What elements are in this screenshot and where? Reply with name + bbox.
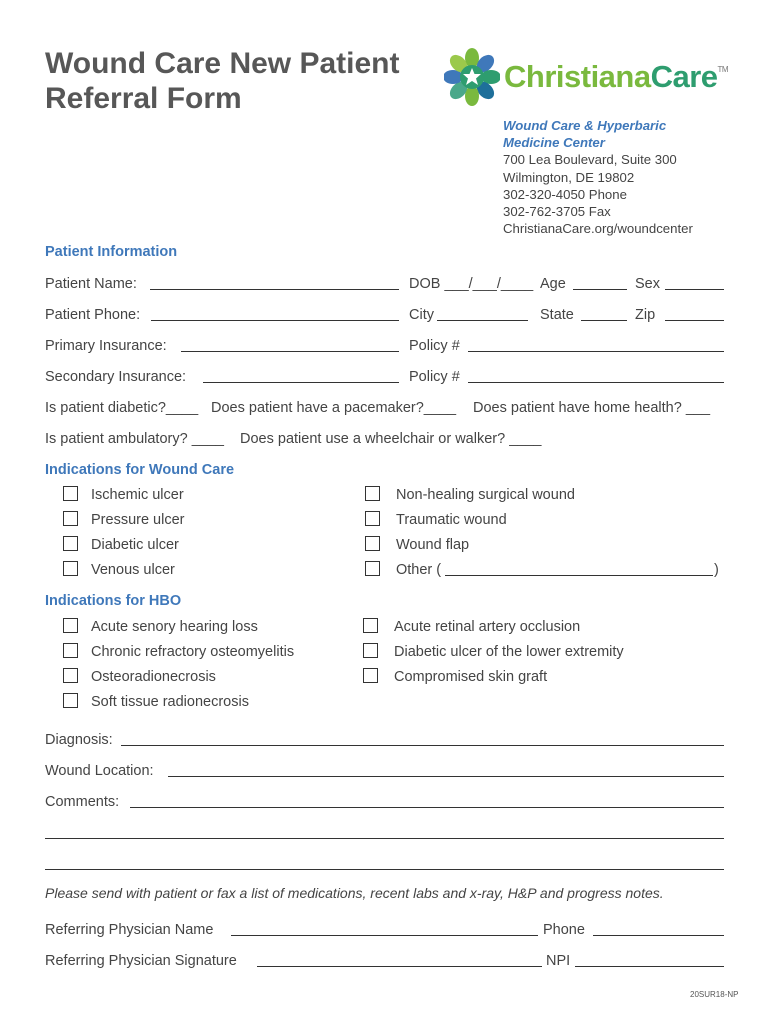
checkbox-compromised-skin-graft[interactable]: [363, 668, 378, 683]
diabetic-ulcer-lower-extremity-label: Diabetic ulcer of the lower extremity: [394, 644, 624, 660]
address-line1: 700 Lea Boulevard, Suite 300: [503, 152, 677, 168]
section-patient-information: Patient Information: [45, 244, 178, 260]
city-field[interactable]: [437, 320, 528, 321]
instructions-note: Please send with patient or fax a list of medications, recent labs and x-ray, H&P and progress notes.: [45, 885, 664, 901]
checkbox-osteoradionecrosis[interactable]: [63, 668, 78, 683]
wound-location-label: Wound Location:: [45, 763, 154, 779]
ambulatory-question[interactable]: Is patient ambulatory? ____: [45, 431, 224, 447]
org-name-line1: Wound Care & Hyperbaric: [503, 118, 667, 133]
policy-label-1: Policy #: [409, 338, 460, 354]
compromised-skin-graft-label: Compromised skin graft: [394, 669, 548, 685]
other-close-paren: ): [714, 562, 719, 578]
acute-hearing-loss-label: Acute senory hearing loss: [91, 619, 258, 635]
website: ChristianaCare.org/woundcenter: [503, 221, 693, 237]
other-label: Other (: [396, 562, 442, 578]
ischemic-ulcer-label: Ischemic ulcer: [91, 487, 184, 503]
checkbox-venous-ulcer[interactable]: [63, 561, 78, 576]
checkbox-wound-flap[interactable]: [365, 536, 380, 551]
referring-physician-name-label: Referring Physician Name: [45, 922, 214, 938]
diagnosis-field[interactable]: [121, 745, 724, 746]
non-healing-surgical-wound-label: Non-healing surgical wound: [396, 487, 575, 503]
retinal-artery-occlusion-label: Acute retinal artery occlusion: [394, 619, 581, 635]
wound-flap-label: Wound flap: [396, 537, 470, 553]
state-label: State: [540, 307, 574, 323]
policy-field-2[interactable]: [468, 382, 724, 383]
sex-field[interactable]: [665, 289, 724, 290]
comments-field-line3[interactable]: [45, 869, 724, 870]
pressure-ulcer-label: Pressure ulcer: [91, 512, 185, 528]
osteoradionecrosis-label: Osteoradionecrosis: [91, 669, 216, 685]
referring-phone-field[interactable]: [593, 935, 724, 936]
comments-field-line2[interactable]: [45, 838, 724, 839]
policy-field-1[interactable]: [468, 351, 724, 352]
age-field[interactable]: [573, 289, 627, 290]
wheelchair-question[interactable]: Does patient use a wheelchair or walker? ____: [240, 431, 542, 447]
traumatic-wound-label: Traumatic wound: [396, 512, 507, 528]
npi-label: NPI: [546, 953, 571, 969]
fax-number: 302-762-3705 Fax: [503, 204, 611, 220]
venous-ulcer-label: Venous ulcer: [91, 562, 175, 578]
osteomyelitis-label: Chronic refractory osteomyelitis: [91, 644, 295, 660]
zip-label: Zip: [635, 307, 656, 323]
state-field[interactable]: [581, 320, 627, 321]
checkbox-soft-tissue-radionecrosis[interactable]: [63, 693, 78, 708]
other-field[interactable]: [445, 575, 713, 576]
comments-label: Comments:: [45, 794, 120, 810]
checkbox-diabetic-ulcer[interactable]: [63, 536, 78, 551]
patient-name-label: Patient Name:: [45, 276, 137, 292]
checkbox-acute-hearing-loss[interactable]: [63, 618, 78, 633]
form-code: 20SUR18-NP: [690, 990, 739, 999]
wound-location-field[interactable]: [168, 776, 724, 777]
soft-tissue-radionecrosis-label: Soft tissue radionecrosis: [91, 694, 249, 710]
city-label: City: [409, 307, 434, 323]
checkbox-diabetic-ulcer-lower-extremity[interactable]: [363, 643, 378, 658]
home-health-question[interactable]: Does patient have home health? ___: [473, 400, 711, 416]
section-wound-care: Indications for Wound Care: [45, 462, 235, 478]
org-name-line2: Medicine Center: [503, 135, 605, 151]
checkbox-traumatic-wound[interactable]: [365, 511, 380, 526]
patient-phone-field[interactable]: [151, 320, 399, 321]
secondary-insurance-field[interactable]: [203, 382, 399, 383]
dob-label[interactable]: DOB ___/___/____: [409, 276, 534, 292]
referring-physician-signature-label: Referring Physician Signature: [45, 953, 237, 969]
diabetic-ulcer-label: Diabetic ulcer: [91, 537, 179, 553]
primary-insurance-label: Primary Insurance:: [45, 338, 167, 354]
primary-insurance-field[interactable]: [181, 351, 399, 352]
patient-phone-label: Patient Phone:: [45, 307, 141, 323]
referring-physician-name-field[interactable]: [231, 935, 538, 936]
age-label: Age: [540, 276, 566, 292]
referring-physician-signature-field[interactable]: [257, 966, 542, 967]
section-hbo: Indications for HBO: [45, 593, 182, 609]
checkbox-osteomyelitis[interactable]: [63, 643, 78, 658]
patient-name-field[interactable]: [150, 289, 399, 290]
sex-label: Sex: [635, 276, 660, 292]
zip-field[interactable]: [665, 320, 724, 321]
contact-block: [503, 117, 753, 237]
policy-label-2: Policy #: [409, 369, 460, 385]
diagnosis-label: Diagnosis:: [45, 732, 113, 748]
checkbox-retinal-artery-occlusion[interactable]: [363, 618, 378, 633]
pacemaker-question[interactable]: Does patient have a pacemaker?____: [211, 400, 457, 416]
secondary-insurance-label: Secondary Insurance:: [45, 369, 187, 385]
address-line2: Wilmington, DE 19802: [503, 169, 635, 185]
checkbox-ischemic-ulcer[interactable]: [63, 486, 78, 501]
christianacare-logo: [444, 47, 734, 107]
diabetic-question[interactable]: Is patient diabetic?____: [45, 400, 199, 416]
form-title: Wound Care New Patient Referral Form: [45, 47, 400, 115]
phone-number: 302-320-4050 Phone: [503, 186, 627, 202]
checkbox-pressure-ulcer[interactable]: [63, 511, 78, 526]
star-flower-icon: [444, 47, 500, 107]
comments-field-line1[interactable]: [130, 807, 724, 808]
brand-name: ChristianaCare™: [504, 59, 729, 94]
referring-phone-label: Phone: [543, 922, 585, 938]
npi-field[interactable]: [575, 966, 724, 967]
checkbox-non-healing-surgical-wound[interactable]: [365, 486, 380, 501]
checkbox-other[interactable]: [365, 561, 380, 576]
